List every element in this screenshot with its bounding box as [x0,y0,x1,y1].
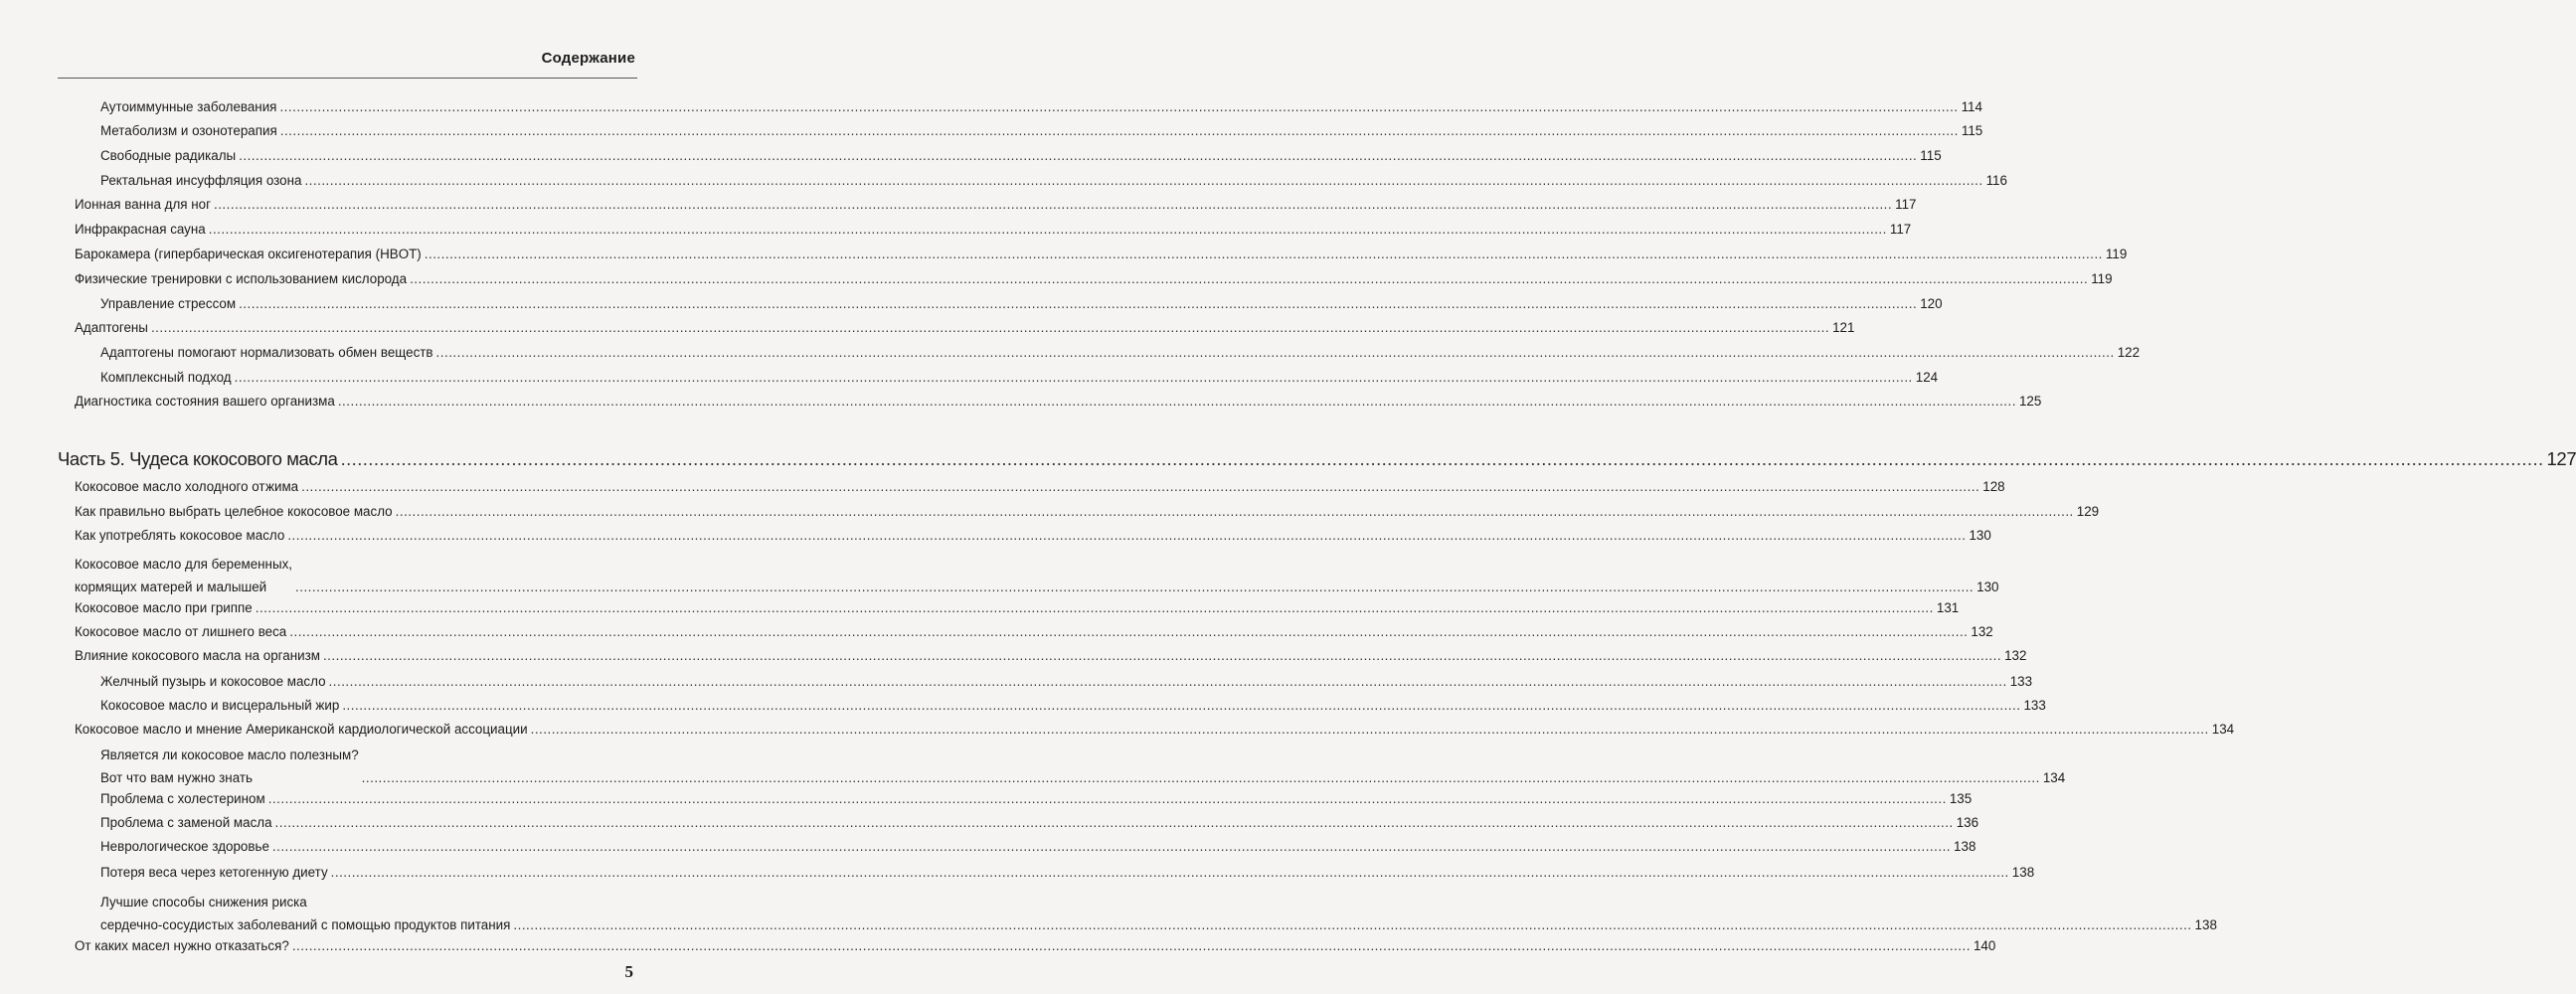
leader-dots: ................................................................................................................................................................................................................................................................................................................................................................................................................ [239,296,1918,311]
leader-dots: ................................................................................................................................................................................................................................................................................................................................................................................................................ [301,479,1980,494]
toc-page-number: 120 [1920,296,1943,311]
leader-dots: ................................................................................................................................................................................................................................................................................................................................................................................................................ [295,580,1975,594]
toc-entry [100,95,1982,118]
toc-entry-title: Инфракрасная сауна [75,222,206,237]
leader-dots: ................................................................................................................................................................................................................................................................................................................................................................................................................ [239,148,1918,163]
toc-page-number: 135 [1949,791,1973,806]
toc-page-number: 132 [2004,648,2027,663]
toc-entry [100,744,2066,789]
leader-dots: ................................................................................................................................................................................................................................................................................................................................................................................................................ [271,839,1952,854]
toc-entry-title-line2: сердечно-сосудистых заболеваний с помощью продуктов питания [100,917,511,932]
toc-entry-title: Физические тренировки с использованием кислорода [75,271,408,286]
toc-entry-title: Комплексный подход [100,370,232,385]
toc-entry [75,718,2235,741]
toc-page-number: 121 [1832,320,1855,335]
toc-entry-title: Ректальная инсуффляция озона [100,173,302,188]
leader-dots: ................................................................................................................................................................................................................................................................................................................................................................................................................ [530,722,2209,737]
toc-page-number: 115 [1920,148,1942,163]
toc-entry-title: Управление стрессом [100,296,237,311]
toc-entry-title: Метаболизм и озонотерапия [100,123,277,138]
toc-entry [100,670,2033,693]
leader-dots: ................................................................................................................................................................................................................................................................................................................................................................................................................ [435,345,2115,360]
toc-entry-title: Неврологическое здоровье [100,839,269,854]
toc-page-number: 132 [1971,624,1993,639]
leader-dots: ................................................................................................................................................................................................................................................................................................................................................................................................................ [410,271,2089,286]
toc-page-number: 127 [2546,448,2576,469]
leader-dots: ................................................................................................................................................................................................................................................................................................................................................................................................................ [208,222,1887,237]
leader-dots: ................................................................................................................................................................................................................................................................................................................................................................................................................ [340,448,2544,469]
toc-entry-title: Диагностика состояния вашего организма [75,394,335,409]
toc-page-number: 125 [2018,394,2042,409]
toc-page-number: 140 [1973,938,1996,953]
leader-dots: ................................................................................................................................................................................................................................................................................................................................................................................................................ [513,917,2192,932]
leader-dots: ................................................................................................................................................................................................................................................................................................................................................................................................................ [234,370,1913,385]
toc-page-number: 124 [1915,370,1939,385]
toc-entry-title-line1: Является ли кокосовое масло полезным? [100,747,359,762]
toc-entry-title: Кокосовое масло от лишнего веса [75,624,287,639]
toc-entry [100,169,2007,192]
toc-page-number: 134 [2042,770,2066,785]
page-number: 5 [624,962,633,981]
running-head: Содержание [541,50,635,67]
toc-page-number: 117 [1895,197,1917,212]
toc-entry-title: Проблема с заменой масла [100,815,272,830]
leader-dots: ................................................................................................................................................................................................................................................................................................................................................................................................................ [395,504,2074,519]
leader-dots: ................................................................................................................................................................................................................................................................................................................................................................................................................ [274,815,1954,830]
toc-entry-title-line2: Вот что вам нужно знать [100,770,253,785]
toc-page-number: 119 [2091,271,2113,286]
toc-entry [75,267,2113,290]
toc-page-number: 119 [2105,247,2128,261]
toc-entry [75,193,1917,216]
toc-entry [75,316,1855,339]
toc-entry [100,891,2217,936]
toc-entry-title: Желчный пузырь и кокосовое масло [100,674,326,689]
toc-entry [100,694,2046,717]
toc-entry [100,835,1976,858]
toc-entry [100,292,1943,315]
toc-entry [75,475,2005,498]
toc-entry-title: Потеря веса через кетогенную диету [100,865,328,880]
leader-dots: ................................................................................................................................................................................................................................................................................................................................................................................................................ [287,528,1967,543]
leader-dots: ................................................................................................................................................................................................................................................................................................................................................................................................................ [255,600,1934,615]
toc-page-number: 133 [2023,698,2046,713]
toc-entry-title: Кокосовое масло и висцеральный жир [100,698,340,713]
toc-page-number: 114 [1961,99,1982,114]
leader-dots: ................................................................................................................................................................................................................................................................................................................................................................................................................ [279,123,1959,138]
toc-entry [75,553,1999,598]
leader-dots: ................................................................................................................................................................................................................................................................................................................................................................................................................ [267,791,1947,806]
toc-page-number: 130 [1976,580,1999,594]
toc-entry-title [100,744,359,789]
toc-entry [75,390,2042,413]
toc-entry-title-line2: кормящих матерей и малышей [75,580,267,594]
toc-entry [100,861,2035,884]
toc-entry-title: Свободные радикалы [100,148,237,163]
leader-dots: ................................................................................................................................................................................................................................................................................................................................................................................................................ [289,624,1969,639]
toc-page-number: 116 [1985,173,2007,188]
toc-page-number: 133 [2009,674,2033,689]
toc-entry-title-line1: Кокосовое масло для беременных, [75,557,292,572]
toc-entry [75,934,1996,957]
leader-dots: ................................................................................................................................................................................................................................................................................................................................................................................................................ [330,865,2009,880]
toc-entry-title: Влияние кокосового масла на организм [75,648,320,663]
toc-entry-title: Барокамера (гипербарическая оксигенотерапия (HBOT) [75,247,422,261]
toc-entry-title: Проблема с холестерином [100,791,265,806]
toc-part-heading [58,445,2576,473]
toc-entry-title: Адаптогены [75,320,148,335]
toc-entry-title [75,553,292,598]
toc-entry [100,787,1973,810]
leader-dots: ................................................................................................................................................................................................................................................................................................................................................................................................................ [361,770,2040,785]
toc-page-number: 136 [1956,815,1979,830]
leader-dots: ................................................................................................................................................................................................................................................................................................................................................................................................................ [342,698,2021,713]
leader-dots: ................................................................................................................................................................................................................................................................................................................................................................................................................ [424,247,2103,261]
toc-entry [100,811,1979,834]
toc-entry-title [100,891,510,936]
toc-page-number: 134 [2211,722,2235,737]
toc-entry-title: Как правильно выбрать целебное кокосовое масло [75,504,393,519]
toc-entry [75,218,1912,241]
toc-entry-title: Кокосовое масло при гриппе [75,600,253,615]
leader-dots: ................................................................................................................................................................................................................................................................................................................................................................................................................ [291,938,1971,953]
toc-entry [100,144,1942,167]
toc-page-number: 115 [1961,123,1983,138]
toc-page-number: 128 [1982,479,2005,494]
header-rule [58,78,637,79]
leader-dots: ................................................................................................................................................................................................................................................................................................................................................................................................................ [213,197,1893,212]
toc-entry-title: Кокосовое масло и мнение Американской кардиологической ассоциации [75,722,528,737]
toc-page-number: 122 [2117,345,2141,360]
toc-entry-title-line1: Лучшие способы снижения риска [100,895,307,910]
toc-page-number: 117 [1889,222,1912,237]
toc-page-number: 138 [2011,865,2035,880]
leader-dots: ................................................................................................................................................................................................................................................................................................................................................................................................................ [328,674,2007,689]
toc-entry-title: Аутоиммунные заболевания [100,99,277,114]
leader-dots: ................................................................................................................................................................................................................................................................................................................................................................................................................ [304,173,1983,188]
toc-entry [100,341,2141,364]
toc-page-number: 138 [1954,839,1976,854]
toc-entry-title: Часть 5. Чудеса кокосового масла [58,448,338,469]
toc-entry [75,243,2128,265]
toc-entry-title: Адаптогены помогают нормализовать обмен веществ [100,345,433,360]
toc-entry [75,500,2100,523]
toc-page-number: 129 [2076,504,2100,519]
toc-page-number: 130 [1969,528,1991,543]
toc-entry-title: От каких масел нужно отказаться? [75,938,289,953]
toc-entry-title: Ионная ванна для ног [75,197,211,212]
toc-page-number: 138 [2194,917,2217,932]
toc-entry [75,596,1960,619]
toc-entry [100,119,1983,142]
leader-dots: ................................................................................................................................................................................................................................................................................................................................................................................................................ [337,394,2016,409]
leader-dots: ................................................................................................................................................................................................................................................................................................................................................................................................................ [150,320,1830,335]
toc-entry-title: Кокосовое масло холодного отжима [75,479,299,494]
toc-entry [75,524,1991,547]
leader-dots: ................................................................................................................................................................................................................................................................................................................................................................................................................ [322,648,2002,663]
toc-entry-title: Как употреблять кокосовое масло [75,528,285,543]
toc-page-number: 131 [1936,600,1960,615]
leader-dots: ................................................................................................................................................................................................................................................................................................................................................................................................................ [279,99,1959,114]
toc-entry [75,620,1993,643]
toc-entry [75,644,2027,667]
toc-entry [100,366,1939,389]
